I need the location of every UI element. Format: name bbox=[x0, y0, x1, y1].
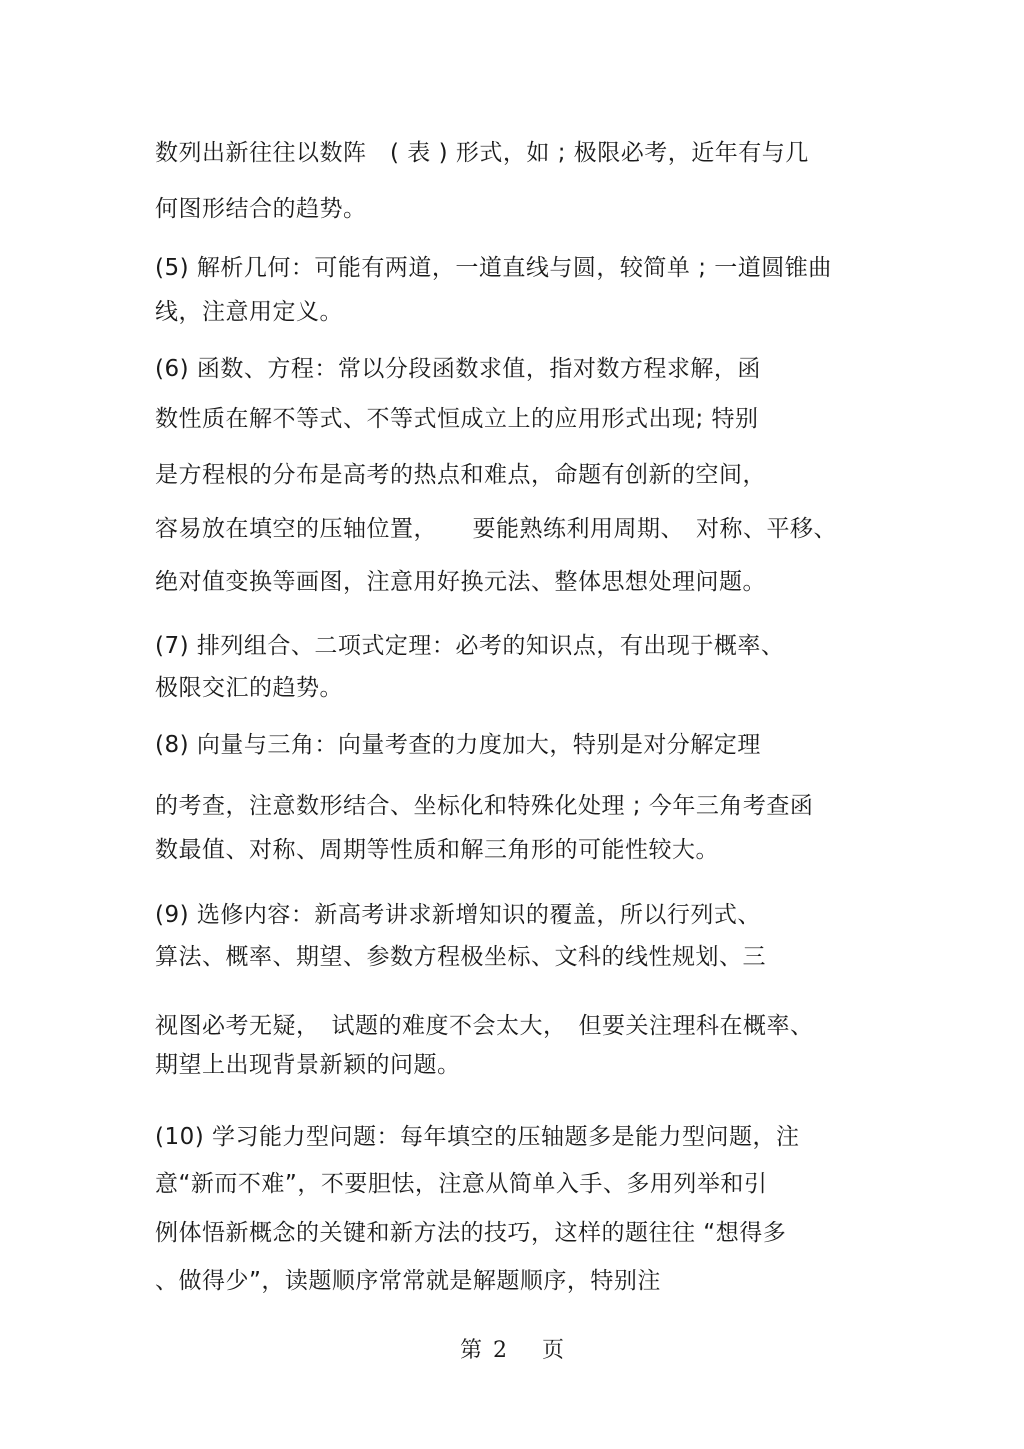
text-line: 数最值、对称、周期等性质和解三角形的可能性较大。 bbox=[155, 837, 719, 863]
text-line: 算法、概率、期望、参数方程极坐标、文科的线性规划、三 bbox=[155, 944, 766, 970]
text-line: 意“新而不难”，不要胆怯，注意从简单入手、多用列举和引 bbox=[155, 1171, 768, 1197]
text-line: 何图形结合的趋势。 bbox=[155, 196, 367, 222]
text-line: 视图必考无疑， 试题的难度不会太大， 但要关注理科在概率、 bbox=[155, 1013, 814, 1039]
text-line: 的考查，注意数形结合、坐标化和特殊化处理 ; 今年三角考查函 bbox=[155, 793, 814, 819]
text-line: 极限交汇的趋势。 bbox=[155, 675, 343, 701]
page-number-prefix: 第 bbox=[459, 1338, 482, 1363]
text-line: (10) 学习能力型问题：每年填空的压轴题多是能力型问题，注 bbox=[155, 1124, 800, 1150]
text-line: 例体悟新概念的关键和新方法的技巧，这样的题往往 “想得多 bbox=[155, 1220, 787, 1246]
text-line: 数列出新往往以数阵 ( 表 ) 形式，如 ; 极限必考，近年有与几 bbox=[155, 140, 809, 166]
page-number-suffix: 页 bbox=[542, 1338, 565, 1363]
text-line: 、做得少”，读题顺序常常就是解题顺序，特别注 bbox=[155, 1268, 661, 1294]
text-line: 期望上出现背景新颖的问题。 bbox=[155, 1052, 461, 1078]
page-number-footer bbox=[0, 1336, 1024, 1366]
text-line: 容易放在填空的压轴位置， 要能熟练利用周期、 对称、平移、 bbox=[155, 516, 837, 542]
text-line: (9) 选修内容：新高考讲求新增知识的覆盖，所以行列式、 bbox=[155, 902, 761, 928]
text-line: (8) 向量与三角：向量考查的力度加大，特别是对分解定理 bbox=[155, 732, 761, 758]
text-line: 是方程根的分布是高考的热点和难点，命题有创新的空间， bbox=[155, 462, 766, 488]
text-line: 线，注意用定义。 bbox=[155, 299, 343, 325]
page-number: 2 bbox=[493, 1338, 507, 1363]
text-line: 数性质在解不等式、不等式恒成立上的应用形式出现; 特别 bbox=[155, 406, 759, 432]
text-line: (5) 解析几何：可能有两道，一道直线与圆，较简单 ; 一道圆锥曲 bbox=[155, 255, 832, 281]
text-line: (7) 排列组合、二项式定理：必考的知识点，有出现于概率、 bbox=[155, 633, 785, 659]
text-line: (6) 函数、方程：常以分段函数求值，指对数方程求解，函 bbox=[155, 356, 761, 382]
text-line: 绝对值变换等画图，注意用好换元法、整体思想处理问题。 bbox=[155, 569, 766, 595]
